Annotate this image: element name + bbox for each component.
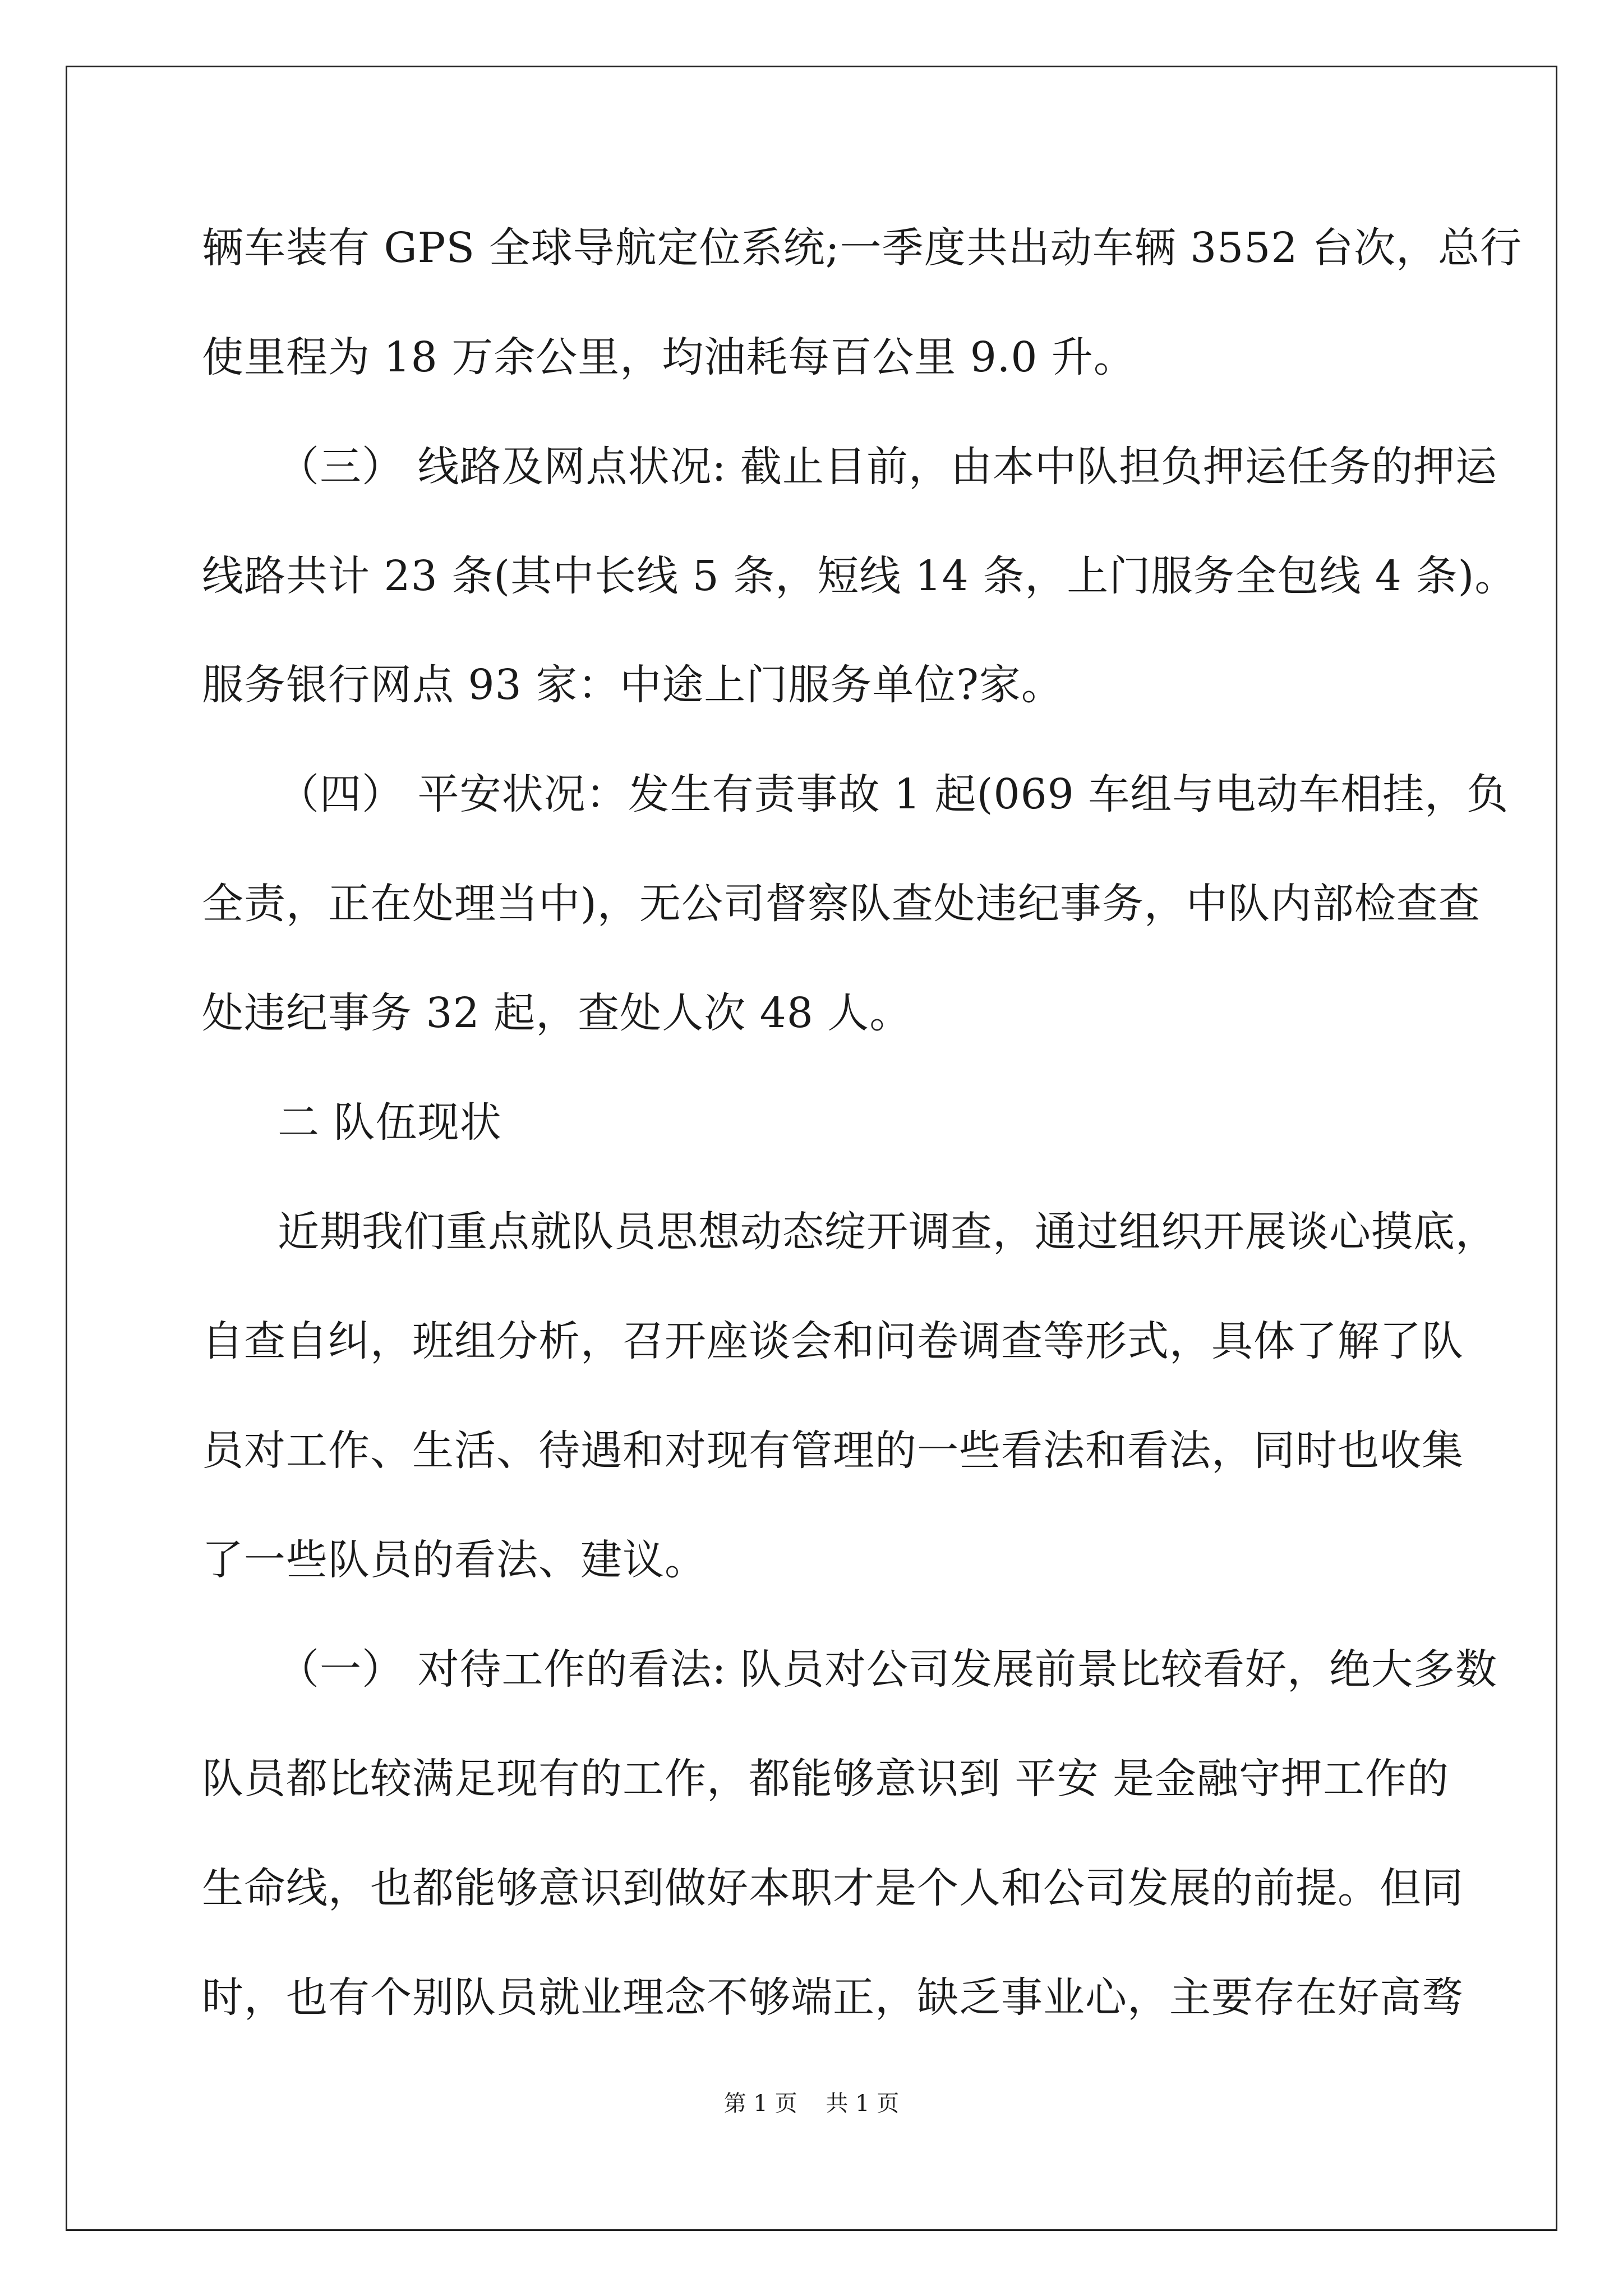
text-line: 员对工作、生活、待遇和对现有管理的一些看法和看法，同时也收集 <box>202 1427 1464 1475</box>
text-line: 线路共计 23 条(其中长线 5 条，短线 14 条，上门服务全包线 4 条)。 <box>202 552 1517 600</box>
text-line: 服务银行网点 93 家：中途上门服务单位?家。 <box>202 661 1063 709</box>
text-line: 生命线，也都能够意识到做好本职才是个人和公司发展的前提。但同 <box>202 1864 1464 1912</box>
text-line: 了一些队员的看法、建议。 <box>202 1536 707 1584</box>
text-line: 使里程为 18 万余公里，均油耗每百公里 9.0 升。 <box>202 333 1136 381</box>
section-heading-line: （四） 平安状况：发生有责事故 1 起(069 车组与电动车相挂，负 <box>278 770 1509 818</box>
text-line: 自查自纠，班组分析，召开座谈会和问卷调查等形式，具体了解了队 <box>202 1317 1464 1365</box>
text-line: 辆车装有 GPS 全球导航定位系统;一季度共出动车辆 3552 台次，总行 <box>202 224 1522 272</box>
section-heading-line: （一） 对待工作的看法: 队员对公司发展前景比较看好，绝大多数 <box>278 1645 1497 1694</box>
text-line: 队员都比较满足现有的工作，都能够意识到 平安 是金融守押工作的 <box>202 1755 1450 1803</box>
text-line: 近期我们重点就队员思想动态绽开调查，通过组织开展谈心摸底， <box>278 1208 1497 1256</box>
text-line: 时，也有个别队员就业理念不够端正，缺乏事业心，主要存在好高骛 <box>202 1973 1464 2022</box>
section-title: 二 队伍现状 <box>278 1098 502 1147</box>
text-line: 处违纪事务 32 起，查处人次 48 人。 <box>202 989 912 1037</box>
page-number-footer: 第 1 页 共 1 页 <box>723 2091 900 2116</box>
section-heading-line: （三） 线路及网点状况: 截止目前，由本中队担负押运任务的押运 <box>278 443 1497 491</box>
text-line: 全责，正在处理当中)，无公司督察队查处违纪事务，中队内部检查查 <box>202 880 1481 928</box>
